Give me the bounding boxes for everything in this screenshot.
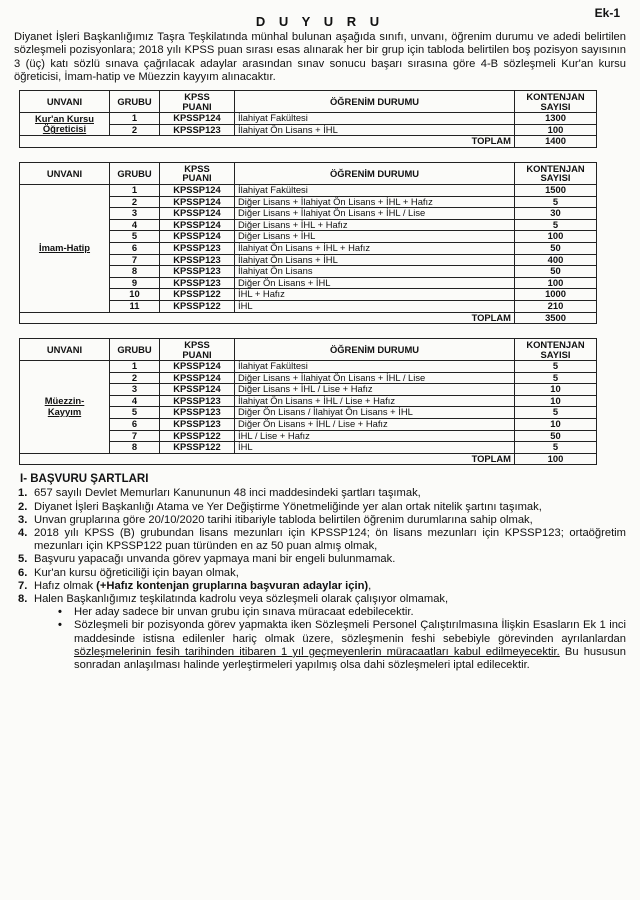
- kontenjan-cell: 210: [515, 300, 597, 312]
- ogrenim-cell: İlahiyat Fakültesi: [235, 361, 515, 373]
- quota-tables: [14, 90, 626, 465]
- header-kpss-line2: PUANI: [182, 172, 212, 184]
- requirement-item: [14, 527, 626, 553]
- sub-item-text: Her aday sadece bir unvan grubu için sınava müracaat edebilecektir.: [74, 606, 414, 619]
- kontenjan-cell: 50: [515, 242, 597, 254]
- header-kontenjan-line1: KONTENJAN: [526, 91, 585, 103]
- total-label: TOPLAM: [20, 136, 515, 148]
- bullet-icon: •: [58, 606, 62, 619]
- grup-cell: 7: [110, 430, 160, 442]
- kpss-cell: KPSSP124: [160, 361, 235, 373]
- requirement-text: 2018 yılı KPSS (B) grubundan lisans mezunları için KPSSP124; ön lisans mezunları için KPSSP123; ortaöğretim mezunları için KPSSP122 puan türünden en az 50 puan almış olmak,: [34, 527, 626, 553]
- ogrenim-cell: Diğer Lisans + İHL / Lise + Hafız: [235, 384, 515, 396]
- kontenjan-cell: 1000: [515, 289, 597, 301]
- header-kontenjan-line2: SAYISI: [540, 348, 571, 360]
- ogrenim-cell: Diğer Lisans + İHL: [235, 231, 515, 243]
- total-value: 1400: [515, 136, 597, 148]
- header-grup: GRUBU: [110, 339, 160, 361]
- sub-item-underlined: sözleşmelerinin fesih tarihinden itibaren 1 yıl geçmeyenlerin müracaatları kabul edilmeyecektir.: [74, 645, 560, 658]
- requirement-text: 657 sayılı Devlet Memurları Kanununun 48 inci maddesindeki şartları taşımak,: [34, 487, 421, 500]
- requirement-number: 1.: [18, 487, 28, 500]
- header-kontenjan-line2: SAYISI: [540, 172, 571, 184]
- ogrenim-cell: İlahiyat Ön Lisans: [235, 266, 515, 278]
- kontenjan-cell: 5: [515, 442, 597, 454]
- grup-cell: 11: [110, 300, 160, 312]
- requirement-text: Hafız olmak: [34, 579, 97, 592]
- ogrenim-cell: İlahiyat Ön Lisans + İHL + Hafız: [235, 242, 515, 254]
- ogrenim-cell: İHL: [235, 442, 515, 454]
- requirement-item: [14, 501, 626, 514]
- requirement-text: Halen Başkanlığımız teşkilatında kadrolu veya sözleşmeli olarak çalışıyor olmamak,: [34, 593, 449, 606]
- kontenjan-cell: 50: [515, 430, 597, 442]
- header-kpss-line2: PUANI: [182, 348, 212, 360]
- total-label: TOPLAM: [20, 453, 515, 465]
- kpss-cell: KPSSP123: [160, 407, 235, 419]
- table-row: [20, 361, 597, 373]
- grup-cell: 1: [110, 361, 160, 373]
- kpss-cell: KPSSP123: [160, 266, 235, 278]
- ogrenim-cell: İlahiyat Fakültesi: [235, 113, 515, 125]
- grup-cell: 5: [110, 231, 160, 243]
- sub-item: [54, 606, 626, 619]
- requirement-text: Diyanet İşleri Başkanlığı Atama ve Yer Değiştirme Yönetmeliğinde yer alan ortak nitelik şartını taşımak,: [34, 500, 542, 513]
- header-kpss-line1: KPSS: [184, 162, 210, 174]
- header-kpss-line1: KPSS: [184, 91, 210, 103]
- grup-cell: 6: [110, 242, 160, 254]
- kontenjan-cell: 5: [515, 372, 597, 384]
- kpss-cell: KPSSP123: [160, 242, 235, 254]
- kpss-cell: KPSSP124: [160, 113, 235, 125]
- ogrenim-cell: İHL / Lise + Hafız: [235, 430, 515, 442]
- grup-cell: 10: [110, 289, 160, 301]
- header-unvan: UNVANI: [20, 91, 110, 113]
- header-kontenjan: [515, 339, 597, 361]
- kontenjan-cell: 1300: [515, 113, 597, 125]
- ogrenim-cell: Diğer Ön Lisans / İlahiyat Ön Lisans + İHL: [235, 407, 515, 419]
- kontenjan-cell: 400: [515, 254, 597, 266]
- grup-cell: 4: [110, 395, 160, 407]
- kpss-cell: KPSSP122: [160, 289, 235, 301]
- unvan-line1: Kur'an Kursu: [34, 112, 94, 124]
- quota-table: [19, 338, 597, 465]
- grup-cell: 7: [110, 254, 160, 266]
- kpss-cell: KPSSP124: [160, 231, 235, 243]
- kontenjan-cell: 30: [515, 208, 597, 220]
- ogrenim-cell: İlahiyat Ön Lisans + İHL: [235, 254, 515, 266]
- kpss-cell: KPSSP122: [160, 430, 235, 442]
- requirement-item: [14, 553, 626, 566]
- grup-cell: 1: [110, 113, 160, 125]
- kontenjan-cell: 10: [515, 395, 597, 407]
- ogrenim-cell: İlahiyat Fakültesi: [235, 184, 515, 196]
- grup-cell: 2: [110, 124, 160, 136]
- total-value: 3500: [515, 312, 597, 324]
- ogrenim-cell: Diğer Lisans + İlahiyat Ön Lisans + İHL / Lise: [235, 208, 515, 220]
- section-title: I- BAŞVURU ŞARTLARI: [20, 473, 149, 486]
- kontenjan-cell: 100: [515, 124, 597, 136]
- kontenjan-cell: 100: [515, 277, 597, 289]
- total-row: [20, 312, 597, 324]
- requirement-number: 4.: [18, 527, 28, 540]
- kontenjan-cell: 50: [515, 266, 597, 278]
- table-header-row: [20, 91, 597, 113]
- header-ogrenim: ÖĞRENİM DURUMU: [235, 162, 515, 184]
- kontenjan-cell: 5: [515, 407, 597, 419]
- bullet-icon: •: [58, 619, 62, 632]
- kpss-cell: KPSSP123: [160, 277, 235, 289]
- total-row: [20, 136, 597, 148]
- header-kpss: [160, 339, 235, 361]
- requirement-number: 2.: [18, 500, 28, 513]
- grup-cell: 9: [110, 277, 160, 289]
- requirement-number: 7.: [18, 579, 28, 592]
- intro-paragraph: Diyanet İşleri Başkanlığımız Taşra Teşkilatında münhal bulunan aşağıda sınıfı, unvanı, öğrenim durumu ve adedi belirtilen sözleşmeli pozisyonlara; 2018 yılı KPSS puan sırası esas alınarak her bir grup için tabloda belirtilen boş pozisyon sayısının 3 (üç) katı sözlü sınava çağrılacak adaylar arasından sınav sonucu başarı sırasına göre 4-B sözleşmeli Kur'an kursu öğreticisi, İmam-hatip ve Müezzin kayyım alınacaktır.: [14, 31, 626, 83]
- requirement-text: Kur'an kursu öğreticiliği için bayan olmak,: [34, 566, 239, 579]
- sub-item-text: Bu hususun sonradan anlaşılması halinde yerleştirmeleri yapılmış olsa dahi sözleşmeleri iptal edilecektir.: [74, 645, 626, 672]
- kpss-cell: KPSSP124: [160, 196, 235, 208]
- total-value: 100: [515, 453, 597, 465]
- grup-cell: 5: [110, 407, 160, 419]
- total-row: [20, 453, 597, 465]
- kontenjan-cell: 5: [515, 196, 597, 208]
- kpss-cell: KPSSP124: [160, 184, 235, 196]
- ogrenim-cell: Diğer Ön Lisans + İHL / Lise + Hafız: [235, 419, 515, 431]
- unvan-cell: [20, 184, 110, 312]
- kontenjan-cell: 1500: [515, 184, 597, 196]
- unvan-line2: Öğreticisi: [42, 123, 87, 135]
- unvan-cell: [20, 113, 110, 136]
- kontenjan-cell: 5: [515, 361, 597, 373]
- quota-table: [19, 162, 597, 324]
- requirement-item: [14, 514, 626, 527]
- grup-cell: 8: [110, 266, 160, 278]
- table-row: [20, 184, 597, 196]
- ogrenim-cell: Diğer Lisans + İHL + Hafız: [235, 219, 515, 231]
- page-title: D U Y U R U: [255, 14, 385, 29]
- kontenjan-cell: 10: [515, 384, 597, 396]
- kpss-cell: KPSSP123: [160, 124, 235, 136]
- kontenjan-cell: 10: [515, 419, 597, 431]
- grup-cell: 4: [110, 219, 160, 231]
- header-kpss-line2: PUANI: [182, 100, 212, 112]
- ogrenim-cell: İHL: [235, 300, 515, 312]
- header-kpss: [160, 162, 235, 184]
- ogrenim-cell: Diğer Lisans + İlahiyat Ön Lisans + İHL / Lise: [235, 372, 515, 384]
- grup-cell: 3: [110, 384, 160, 396]
- requirement-item: [14, 567, 626, 580]
- requirements-list: [14, 487, 626, 672]
- kontenjan-cell: 100: [515, 231, 597, 243]
- table-gap: [14, 148, 626, 162]
- kpss-cell: KPSSP123: [160, 254, 235, 266]
- requirement-number: 3.: [18, 513, 28, 526]
- unvan-line1: İmam-Hatip: [38, 241, 91, 253]
- header-unvan: UNVANI: [20, 339, 110, 361]
- kpss-cell: KPSSP122: [160, 442, 235, 454]
- table-row: [20, 113, 597, 125]
- kontenjan-cell: 5: [515, 219, 597, 231]
- unvan-line1: Müezzin-: [44, 395, 85, 407]
- kpss-cell: KPSSP123: [160, 395, 235, 407]
- annex-label: Ek-1: [594, 6, 620, 20]
- grup-cell: 6: [110, 419, 160, 431]
- header-kontenjan-line2: SAYISI: [540, 100, 571, 112]
- kpss-cell: KPSSP122: [160, 300, 235, 312]
- grup-cell: 8: [110, 442, 160, 454]
- requirement-number: 6.: [18, 566, 28, 579]
- requirement-tail: ,: [368, 579, 372, 592]
- header-ogrenim: ÖĞRENİM DURUMU: [235, 339, 515, 361]
- header-kontenjan: [515, 162, 597, 184]
- table-gap: [14, 324, 626, 338]
- ogrenim-cell: İlahiyat Ön Lisans + İHL / Lise + Hafız: [235, 395, 515, 407]
- grup-cell: 1: [110, 184, 160, 196]
- requirement-item: [14, 593, 626, 672]
- ogrenim-cell: Diğer Lisans + İlahiyat Ön Lisans + İHL + Hafız: [235, 196, 515, 208]
- requirement-number: 8.: [18, 593, 28, 606]
- table-header-row: [20, 162, 597, 184]
- ogrenim-cell: İlahiyat Ön Lisans + İHL: [235, 124, 515, 136]
- kpss-cell: KPSSP123: [160, 419, 235, 431]
- ogrenim-cell: İHL + Hafız: [235, 289, 515, 301]
- grup-cell: 2: [110, 196, 160, 208]
- kpss-cell: KPSSP124: [160, 372, 235, 384]
- sub-item: [54, 619, 626, 672]
- header-unvan: UNVANI: [20, 162, 110, 184]
- sub-list: [34, 606, 626, 672]
- header-kpss: [160, 91, 235, 113]
- requirement-item: [14, 487, 626, 500]
- header-kontenjan-line1: KONTENJAN: [526, 339, 585, 351]
- requirement-text: Unvan gruplarına göre 20/10/2020 tarihi itibariyle tabloda belirtilen öğrenim durumlarına sahip olmak,: [34, 513, 533, 526]
- sub-item-text: Sözleşmeli bir pozisyonda görev yapmakta iken Sözleşmeli Personel Çalıştırılmasına İlişkin Esasların Ek 1 inci maddesinde istisna edilenler hariç olmak üzere, sözleşmenin feshi sebebiyle görevinden ayrılanlardan: [74, 619, 626, 645]
- kpss-cell: KPSSP124: [160, 384, 235, 396]
- kpss-cell: KPSSP124: [160, 219, 235, 231]
- unvan-cell: [20, 361, 110, 454]
- header-kpss-line1: KPSS: [184, 339, 210, 351]
- header-grup: GRUBU: [110, 162, 160, 184]
- requirement-text: Başvuru yapacağı unvanda görev yapmaya mani bir engeli bulunmamak.: [34, 553, 396, 566]
- unvan-line2: Kayyım: [47, 405, 82, 417]
- header-grup: GRUBU: [110, 91, 160, 113]
- kpss-cell: KPSSP124: [160, 208, 235, 220]
- quota-table: [19, 90, 597, 148]
- header-kontenjan-line1: KONTENJAN: [526, 162, 585, 174]
- total-label: TOPLAM: [20, 312, 515, 324]
- grup-cell: 2: [110, 372, 160, 384]
- ogrenim-cell: Diğer Ön Lisans + İHL: [235, 277, 515, 289]
- grup-cell: 3: [110, 208, 160, 220]
- requirement-item: [14, 580, 626, 593]
- requirement-number: 5.: [18, 553, 28, 566]
- header-ogrenim: ÖĞRENİM DURUMU: [235, 91, 515, 113]
- requirement-bold-text: (+Hafız kontenjan gruplarına başvuran adaylar için): [96, 579, 369, 592]
- table-header-row: [20, 339, 597, 361]
- header-kontenjan: [515, 91, 597, 113]
